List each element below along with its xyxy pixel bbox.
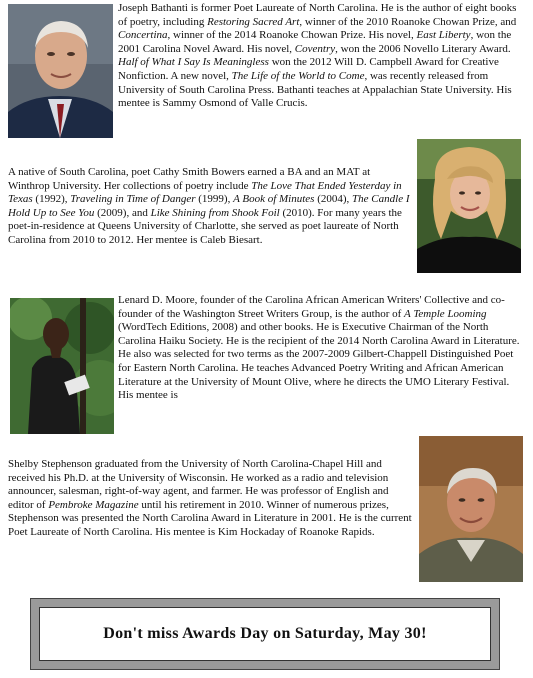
bio-text-run: (2009), and [94,206,151,219]
bio-text-run: , was recently released from University of South Carolina Press. Bathanti teaches at Appalachian State University. His mentee is Sammy Osmond of Valle Crucis. [118,69,512,110]
bio-title-italic: The Life of the World to Come [231,69,365,82]
photo-lenard-d-moore [10,298,114,434]
photo-joseph-bathanti [8,4,113,138]
bio-shelby-stephenson [8,458,416,540]
bio-title-italic: Like Shining from Shook Foil [150,206,280,219]
bio-text-run: (WordTech Editions, 2008) and other books. He is Executive Chairman of the North Carolina Haiku Society. He is the recipient of the 2014 North Carolina Award in Literature. He also was selected for two terms as the 2007-2009 Gilbert-Chappell Distinguished Poet for Eastern North Carolina. He teaches Advanced Poetry Writing and African American Literature at the University of Mount Olive, where he directs the UMO Literary Festival. His mentee is [118,321,520,402]
bio-text-run: Shelby Stephenson graduated from the University of North Carolina-Chapel Hill and received his Ph.D. at the University of Wisconsin. He worked as a radio and television announcer, salesman, right-of-way agent, and farmer. He was professor of English and editor of [8,458,389,511]
bio-cathy-smith-bowers [8,166,412,248]
bio-text-run: (1999), [195,193,234,206]
bio-title-italic: The Candle I Hold Up to See You [8,193,410,219]
bio-title-italic: Half of What I Say Is Meaningless [118,56,269,69]
bio-text-run: (2004), [314,193,353,206]
bio-title-italic: Coventry [294,42,336,55]
bio-title-italic: Concertina [118,29,168,42]
bio-joseph-bathanti [118,2,526,111]
bio-text-run: , winner of the 2010 Roanoke Chowan Prize, and [299,15,517,28]
bio-text-run: (1992), [32,193,71,206]
bio-title-italic: East Liberty [416,29,471,42]
banner-inner-box [39,607,491,661]
bio-title-italic: Restoring Sacred Art [207,15,300,28]
bio-text-run: Joseph Bathanti is former Poet Laureate of North Carolina. He is the author of eight books of poetry, including [118,2,517,28]
photo-cathy-smith-bowers [417,139,521,273]
bio-text-run: Lenard D. Moore, founder of the Carolina African American Writers' Collective and co-founder of the Washington Street Writers Group, is the author of [118,294,505,320]
bio-text-run: A native of South Carolina, poet Cathy Smith Bowers earned a BA and an MAT at Winthrop University. Her collections of poetry include [8,166,371,192]
bio-text-run: , won the 2001 Carolina Novel Award. His novel, [118,29,512,55]
bio-text-run: won the 2012 Will D. Campbell Award for Creative Nonfiction. A new novel, [118,56,499,82]
awards-day-banner [30,598,500,670]
bio-title-italic: A Book of Minutes [233,193,315,206]
bio-title-italic: A Temple Looming [404,307,487,320]
bio-title-italic: Pembroke Magazine [48,498,139,511]
banner-text: Don't miss Awards Day on Saturday, May 30! [103,625,427,642]
bio-text-run: , winner of the 2014 Roanoke Chowan Prize. His novel, [167,29,417,42]
bio-text-run: until his retirement in 2010. Winner of numerous prizes, Stephenson was presented the North Carolina Award in Literature in 2001. He is the current Poet Laureate of North Carolina. His mentee is Kim Hockaday of Roanoke Rapids. [8,498,412,538]
bio-lenard-d-moore [118,294,526,403]
bio-title-italic: Traveling in Time of Danger [70,193,196,206]
photo-shelby-stephenson [419,436,523,582]
bio-text-run: , won the 2006 Novello Literary Award. [335,42,511,55]
bio-text-run: (2010). For many years the poet-in-residence at Queens University of Charlotte, she served as poet laureate of North Carolina from 2010 to 2012. Her mentee is Caleb Biesart. [8,206,402,246]
bio-title-italic: The Love That Ended Yesterday in Texas [8,179,402,206]
